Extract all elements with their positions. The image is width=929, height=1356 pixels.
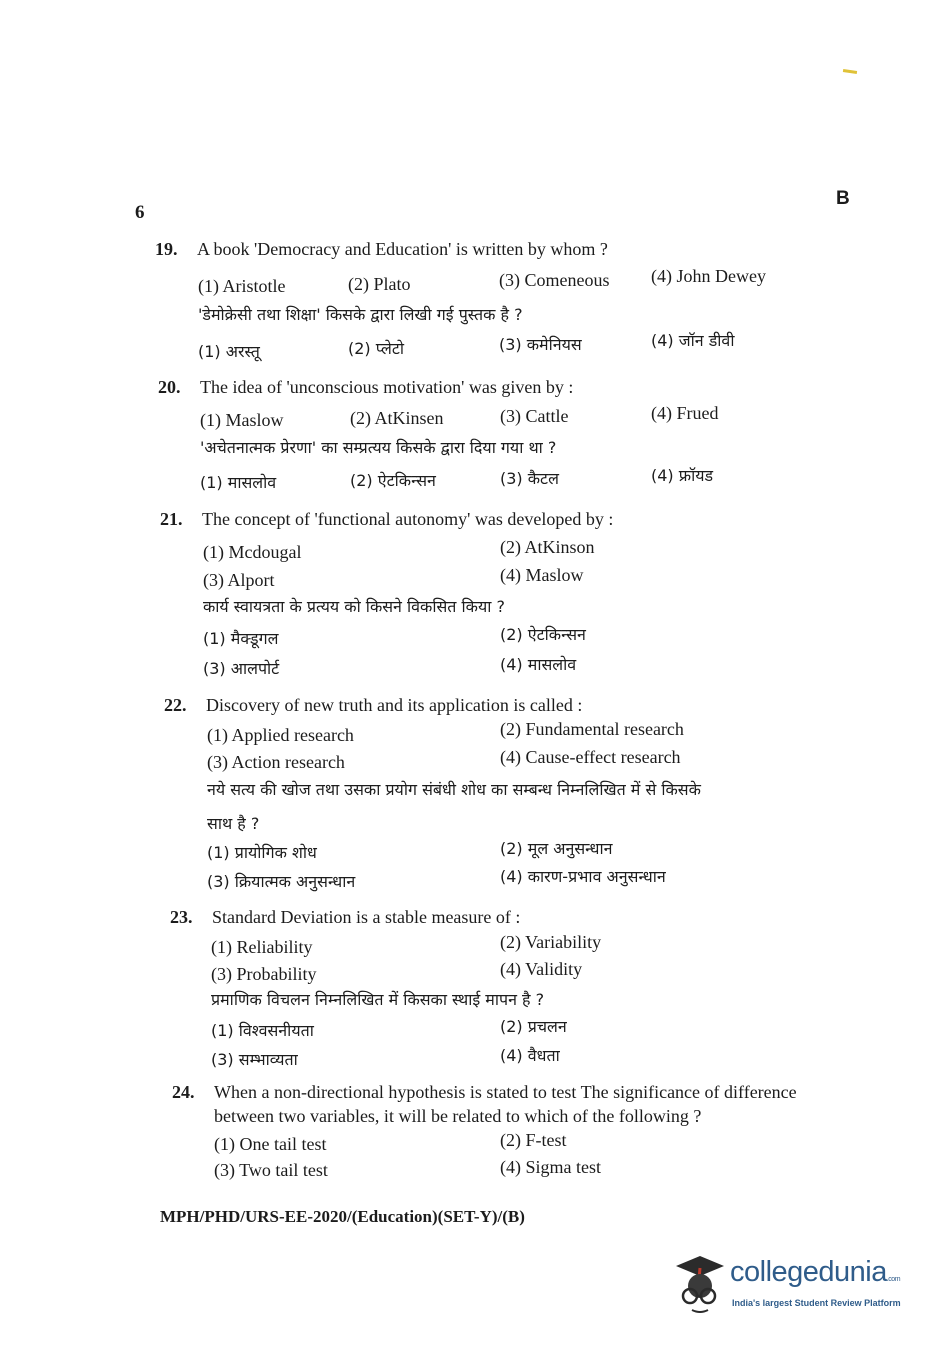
option-en: (4) Frued — [651, 403, 719, 423]
question-text-en: The concept of 'functional autonomy' was developed by : — [202, 509, 614, 529]
question-text-en: When a non-directional hypothesis is stated to test The significance of difference — [214, 1082, 797, 1102]
question-number: 21. — [160, 509, 183, 529]
option-en: (1) One tail test — [214, 1134, 327, 1154]
option-en: (3) Cattle — [500, 406, 569, 426]
question-21 — [160, 510, 613, 528]
option-hi: (3) कमेनियस — [499, 335, 582, 354]
option-hi: (4) फ्रॉयड — [651, 466, 714, 485]
option-en: (3) Probability — [211, 964, 317, 984]
question-number: 20. — [158, 377, 181, 397]
option-en: (1) Mcdougal — [203, 542, 302, 562]
scan-mark — [843, 69, 857, 74]
option-en: (4) John Dewey — [651, 266, 766, 286]
option-hi: (2) मूल अनुसन्धान — [500, 839, 613, 858]
question-20 — [158, 378, 573, 396]
option-en: (3) Two tail test — [214, 1160, 328, 1180]
logo-wordmark: collegedunia.com — [730, 1256, 901, 1288]
option-en: (4) Cause-effect research — [500, 747, 681, 767]
page-number: 6 — [135, 202, 145, 223]
option-en: (2) AtKinsen — [350, 408, 444, 428]
option-en: (1) Applied research — [207, 725, 354, 745]
question-19 — [155, 240, 608, 258]
question-text-en: The idea of 'unconscious motivation' was given by : — [200, 377, 574, 397]
question-text-en: Standard Deviation is a stable measure of : — [212, 907, 521, 927]
question-24 — [172, 1083, 797, 1101]
question-text-hi: कार्य स्वायत्रता के प्रत्यय को किसने विकसित किया ? — [203, 597, 505, 616]
option-hi: (1) मासलोव — [200, 473, 277, 492]
option-en: (2) Plato — [348, 274, 411, 294]
option-en: (3) Comeneous — [499, 270, 610, 290]
option-en: (1) Aristotle — [198, 276, 286, 296]
question-text-hi: नये सत्य की खोज तथा उसका प्रयोग संबंधी शोध का सम्बन्ध निम्नलिखित में से किसके — [207, 780, 701, 799]
option-hi: (3) कैटल — [500, 469, 559, 488]
set-letter: B — [836, 188, 850, 209]
option-hi: (1) प्रायोगिक शोध — [207, 843, 317, 862]
collegedunia-logo[interactable] — [670, 1252, 900, 1318]
option-hi: (4) कारण-प्रभाव अनुसन्धान — [500, 867, 666, 886]
question-text-hi: 'अचेतनात्मक प्रेरणा' का सम्प्रत्यय किसके द्वारा दिया गया था ? — [200, 438, 557, 457]
question-text-en: Discovery of new truth and its application is called : — [206, 695, 583, 715]
option-en: (4) Maslow — [500, 565, 584, 585]
question-number: 19. — [155, 239, 178, 259]
question-text-en-continued: between two variables, it will be related to which of the following ? — [214, 1106, 702, 1126]
exam-code-footer: MPH/PHD/URS-EE-2020/(Education)(SET-Y)/(B) — [160, 1207, 525, 1226]
option-hi: (1) मैक्डूगल — [203, 629, 279, 648]
question-text-hi: 'डेमोक्रेसी तथा शिक्षा' किसके द्वारा लिखी गई पुस्तक है ? — [198, 305, 523, 324]
option-en: (2) Fundamental research — [500, 719, 684, 739]
question-number: 22. — [164, 695, 187, 715]
option-hi: (3) आलपोर्ट — [203, 659, 280, 678]
mascot-icon — [670, 1252, 728, 1318]
option-hi: (1) अरस्तू — [198, 342, 260, 361]
option-hi: (3) सम्भाव्यता — [211, 1050, 298, 1069]
question-text-hi: प्रमाणिक विचलन निम्नलिखित में किसका स्थाई मापन है ? — [211, 990, 545, 1009]
question-text-en: A book 'Democracy and Education' is written by whom ? — [197, 239, 608, 259]
question-23 — [170, 908, 520, 926]
option-hi: (4) मासलोव — [500, 655, 577, 674]
option-hi: (3) क्रियात्मक अनुसन्धान — [207, 872, 356, 891]
option-hi: (2) ऐटकिन्सन — [350, 471, 436, 490]
question-number: 23. — [170, 907, 193, 927]
option-hi: (4) वैधता — [500, 1046, 560, 1065]
option-en: (2) AtKinson — [500, 537, 595, 557]
option-en: (2) Variability — [500, 932, 602, 952]
option-en: (1) Reliability — [211, 937, 313, 957]
question-number: 24. — [172, 1082, 195, 1102]
logo-tagline: India's largest Student Review Platform — [732, 1298, 901, 1308]
option-hi: (1) विश्वसनीयता — [211, 1021, 314, 1040]
question-22 — [164, 696, 582, 714]
option-en: (2) F-test — [500, 1130, 567, 1150]
option-hi: (2) ऐटकिन्सन — [500, 625, 586, 644]
option-hi: (4) जॉन डीवी — [651, 331, 735, 350]
option-en: (1) Maslow — [200, 410, 284, 430]
option-en: (4) Sigma test — [500, 1157, 601, 1177]
option-en: (4) Validity — [500, 959, 583, 979]
option-en: (3) Alport — [203, 570, 275, 590]
option-en: (3) Action research — [207, 752, 345, 772]
option-hi: (2) प्रचलन — [500, 1017, 567, 1036]
option-hi: (2) प्लेटो — [348, 339, 405, 358]
question-text-hi-continued: साथ है ? — [207, 814, 260, 833]
